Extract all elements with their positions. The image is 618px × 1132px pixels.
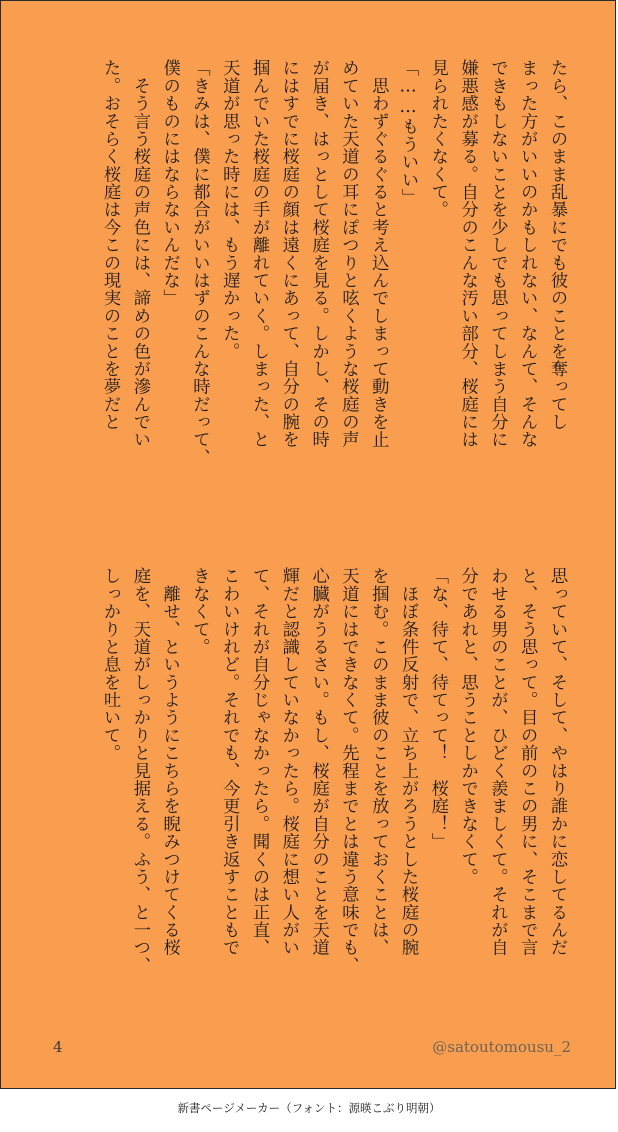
text-column: 「きみは、僕に都合がいいはずのこんな時だって、 [189, 59, 210, 466]
text-column: にはすでに桜庭の顔は遠くにあって、自分の腕を [278, 59, 299, 449]
text-column: 掴んでいた桜庭の手が離れていく。しまった、と [249, 59, 270, 449]
text-column: きなくて。 [189, 567, 210, 656]
text-column: 離せ、というようにこちらを睨みつけてくる桜 [159, 567, 180, 957]
text-column: 見られたくなくて。 [427, 59, 448, 219]
text-column: 「……もういい」 [398, 59, 419, 206]
text-column: 庭を、天道がしっかりと見据える。ふう、と一つ、 [129, 567, 150, 974]
text-column: そう言う桜庭の声色には、諦めの色が滲んでい [129, 59, 150, 449]
text-column: と、そう思って。目の前のこの男に、そこまで言 [517, 567, 538, 957]
text-column: 輝だと認識していなかったら。桜庭に想い人がい [278, 567, 299, 957]
text-column: ほぼ条件反射で、立ち上がろうとした桜庭の腕 [398, 567, 419, 957]
text-column: めていた天道の耳にぽつりと呟くような桜庭の声 [338, 59, 359, 449]
text-column: た。おそらく桜庭は今この現実のことを夢だと [100, 59, 121, 431]
text-column: 心臓がうるさい。もし、桜庭が自分のことを天道 [308, 567, 329, 957]
author-handle: @satoutomousu_2 [432, 1038, 571, 1056]
text-column: を掴む。このまま彼のことを放っておくことは、 [368, 567, 389, 957]
text-column: できもしないことを少しでも思ってしまう自分に [487, 59, 508, 449]
text-column: 嫌悪感が募る。自分のこんな汚い部分、桜庭には [457, 59, 478, 449]
text-column: 天道にはできなくて。先程までとは違う意味でも、 [338, 567, 359, 974]
text-column: て、それが自分じゃなかったら。聞くのは正直、 [249, 567, 270, 957]
text-column: 天道が思った時には、もう遅かった。 [219, 59, 240, 360]
text-column: 分であれと、思うことしかできなくて。 [457, 567, 478, 886]
text-column: 思わずぐるぐると考え込んでしまって動きを止 [368, 59, 389, 449]
text-column: が届き、はっとして桜庭を見る。しかし、その時 [308, 59, 329, 449]
text-column: しっかりと息を吐いて。 [100, 567, 121, 762]
footer-caption: 新書ページメーカー（フォント：源暎こぶり明朝） [177, 1101, 441, 1115]
page-number: 4 [53, 1038, 63, 1056]
text-column: たら、このまま乱暴にでも彼のことを奪ってし [547, 59, 567, 431]
text-column: 「な、待て、待てって！ 桜庭！」 [427, 567, 448, 851]
text-block-top [49, 59, 571, 529]
text-column: 僕のものにはならないんだな」 [159, 59, 180, 307]
text-block-bottom [49, 567, 571, 997]
text-column: まった方がいいのかもしれない、なんて、そんな [517, 59, 538, 449]
text-column: こわいけれど。それでも、今更引き返すこともで [219, 567, 240, 957]
text-column: わせる男のことが、ひどく羨ましくて。それが自 [487, 567, 508, 957]
text-column: 思っていて、そして、やはり誰かに恋してるんだ [547, 567, 567, 957]
